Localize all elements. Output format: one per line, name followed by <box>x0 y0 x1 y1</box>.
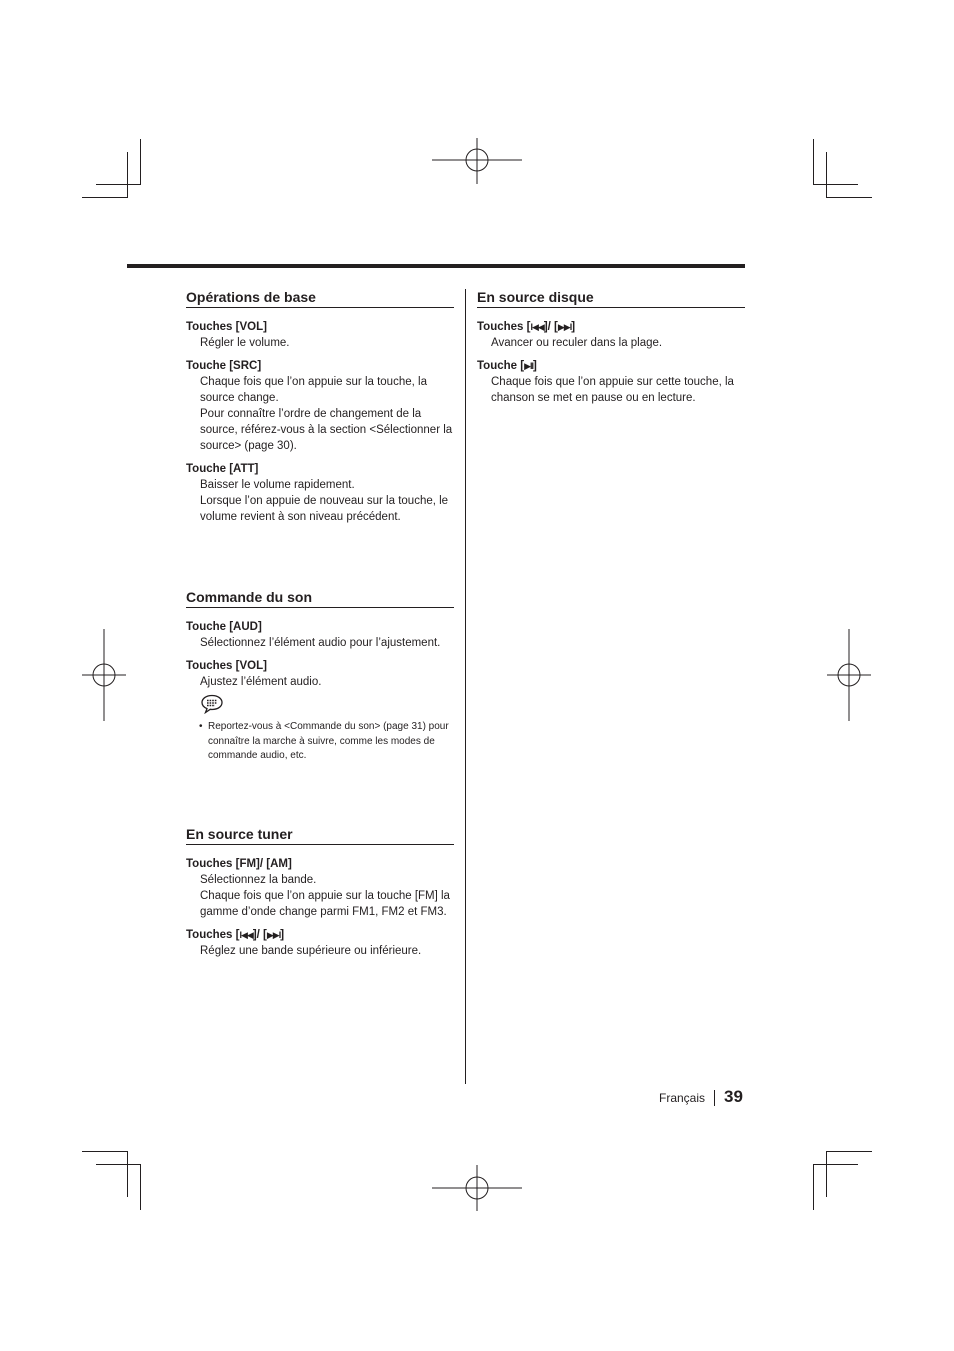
item-description <box>186 374 454 454</box>
section-operations-de-base <box>186 288 454 532</box>
registration-mark-icon <box>826 628 872 722</box>
item-title: Touche [ATT] <box>186 463 259 475</box>
item-title-text: ] <box>533 360 537 372</box>
crop-mark <box>82 1151 128 1152</box>
item-title <box>477 319 745 335</box>
section-en-source-disque <box>477 288 745 413</box>
item-description <box>186 477 454 525</box>
previous-track-icon: I◀◀ <box>239 930 253 940</box>
footer-language: Français <box>659 1091 706 1105</box>
play-pause-icon: ▶II <box>524 361 533 371</box>
item-title: Touches [VOL] <box>186 660 267 672</box>
item-title: Touches [FM]/ [AM] <box>186 858 292 870</box>
item-text: Chaque fois que l’on appuie sur cette touche, la chanson se met en pause ou en lecture. <box>491 376 734 404</box>
item-text: Chaque fois que l’on appuie sur la touche [FM] la gamme d’onde change parmi FM1, FM2 et FM3. <box>200 890 450 918</box>
item-title-text: ]/ [ <box>252 929 267 941</box>
header-rule <box>127 264 745 268</box>
item-title-text: Touches [ <box>186 929 240 941</box>
note-speech-icon <box>200 694 224 714</box>
section-commande-du-son <box>186 588 454 764</box>
crop-mark <box>96 1164 141 1165</box>
previous-track-icon: I◀◀ <box>530 322 544 332</box>
item-description <box>186 872 454 920</box>
crop-mark <box>826 1151 872 1152</box>
bullet: • <box>199 721 203 732</box>
item-description <box>186 943 454 959</box>
item-title <box>186 927 454 943</box>
registration-mark-icon <box>430 137 524 185</box>
item-description <box>186 674 454 690</box>
item-text: Lorsque l’on appuie de nouveau sur la touche, le volume revient à son niveau précédent. <box>200 495 449 523</box>
crop-mark <box>826 1151 827 1197</box>
item-text: Ajustez l’élément audio. <box>200 676 322 688</box>
crop-mark <box>127 152 128 198</box>
section-en-source-tuner <box>186 825 454 966</box>
section-title: Commande du son <box>186 588 454 608</box>
crop-mark <box>813 139 814 185</box>
crop-mark <box>140 1164 141 1210</box>
crop-mark <box>826 152 827 198</box>
item-title-text: Touches [ <box>477 321 531 333</box>
crop-mark <box>96 184 141 185</box>
section-title: En source disque <box>477 288 745 308</box>
crop-mark <box>813 1164 858 1165</box>
item-title: Touches [VOL] <box>186 321 267 333</box>
crop-mark <box>813 184 858 185</box>
note-content: Reportez-vous à <Commande du son> (page 31) pour connaître la marche à suivre, comme les modes de commande audio, etc. <box>208 721 449 761</box>
item-text: Avancer ou reculer dans la plage. <box>491 337 663 349</box>
item-text: Baisser le volume rapidement. <box>200 479 355 491</box>
registration-mark-icon <box>430 1164 524 1212</box>
item-text: Sélectionnez l’élément audio pour l’ajustement. <box>200 637 441 649</box>
item-description <box>186 335 454 351</box>
section-title: Opérations de base <box>186 288 454 308</box>
crop-mark <box>813 1164 814 1210</box>
item-text: Sélectionnez la bande. <box>200 874 317 886</box>
note-text <box>186 720 454 764</box>
crop-mark <box>127 1151 128 1197</box>
item-text: Régler le volume. <box>200 337 290 349</box>
crop-mark <box>826 197 872 198</box>
item-description <box>186 635 454 651</box>
crop-mark <box>82 197 128 198</box>
item-title <box>477 358 745 374</box>
next-track-icon: ▶▶I <box>557 322 572 332</box>
item-title: Touche [AUD] <box>186 621 262 633</box>
item-title: Touche [SRC] <box>186 360 262 372</box>
crop-mark <box>140 139 141 185</box>
registration-mark-icon <box>81 628 127 722</box>
section-title: En source tuner <box>186 825 454 845</box>
item-title-text: Touche [ <box>477 360 525 372</box>
column-divider <box>465 289 466 1084</box>
item-text: Pour connaître l’ordre de changement de la source, référez-vous à la section <Sélectionner la source> (page 30). <box>200 408 453 452</box>
item-title-text: ] <box>571 321 576 333</box>
item-title-text: ] <box>280 929 285 941</box>
item-text: Réglez une bande supérieure ou inférieure. <box>200 945 422 957</box>
item-title-text: ]/ [ <box>543 321 558 333</box>
footer-separator <box>714 1090 715 1106</box>
item-description <box>477 335 745 351</box>
page-number: 39 <box>724 1087 743 1106</box>
item-text: Chaque fois que l’on appuie sur la touche, la source change. <box>200 376 427 404</box>
next-track-icon: ▶▶I <box>266 930 281 940</box>
item-description <box>477 374 745 406</box>
